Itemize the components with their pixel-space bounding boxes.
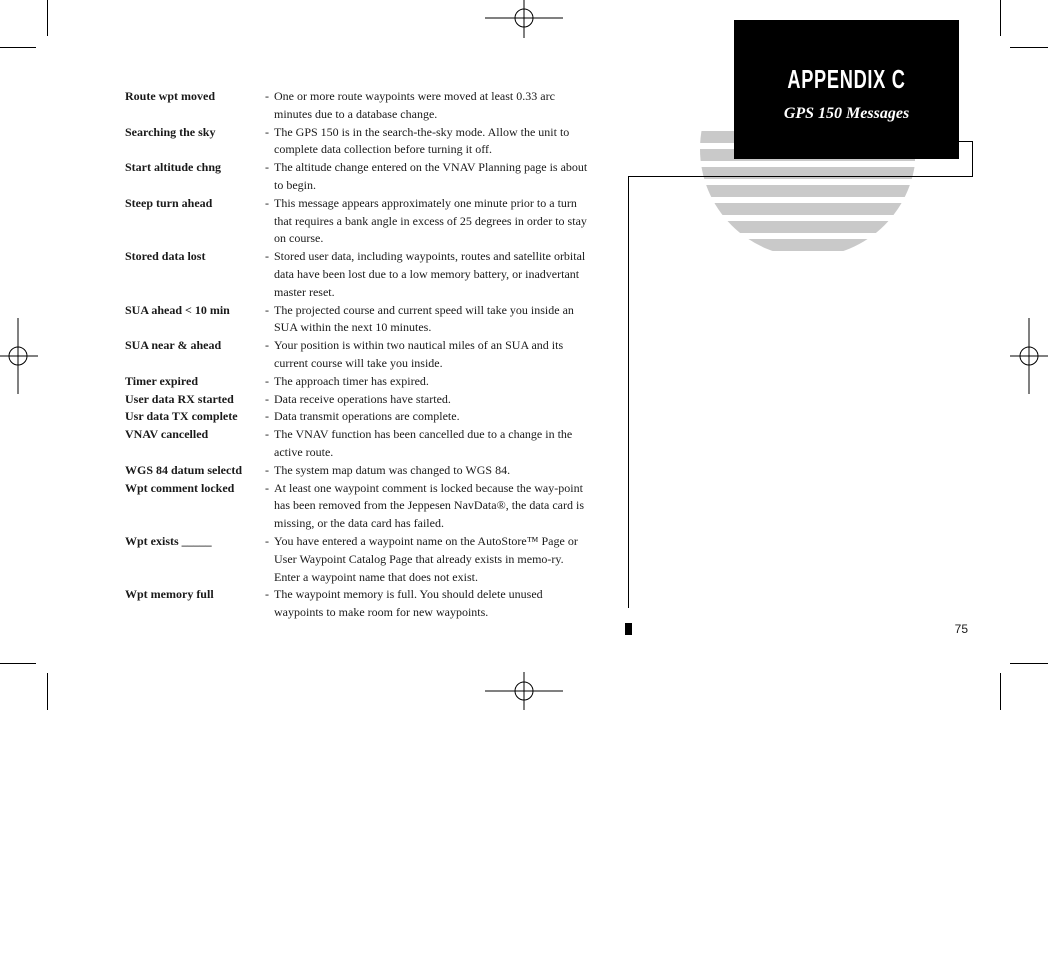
- message-description: The VNAV function has been cancelled due to a change in the active route.: [274, 427, 573, 459]
- frame-line: [972, 141, 973, 177]
- message-description: You have entered a waypoint name on the AutoStore™ Page or User Waypoint Catalog Page that already exists in memo-ry. Enter a waypoint name that does not exist.: [274, 533, 578, 584]
- crop-mark: [0, 47, 36, 48]
- message-description: At least one waypoint comment is locked because the way-point has been removed from the Jeppesen NavData®, the data card is missing, or the data card has failed.: [274, 480, 584, 531]
- message-description: Data receive operations have started.: [274, 391, 451, 406]
- dash: -: [265, 427, 269, 442]
- dash: -: [265, 160, 269, 175]
- message-term: SUA ahead < 10 min: [125, 302, 230, 317]
- registration-mark-right: [1010, 318, 1048, 394]
- list-item: [125, 337, 595, 373]
- message-description: This message appears approximately one minute prior to a turn that requires a bank angle in excess of 25 degrees in order to stay on course.: [274, 195, 587, 246]
- appendix-header: [734, 20, 959, 159]
- list-item: [125, 391, 595, 409]
- list-item: [125, 195, 595, 248]
- dash: -: [265, 124, 269, 139]
- message-description: The waypoint memory is full. You should delete unused waypoints to make room for new waypoints.: [274, 587, 543, 620]
- message-description: The projected course and current speed will take you inside an SUA within the next 10 minutes.: [274, 302, 574, 335]
- frame-line: [959, 141, 973, 142]
- message-term: WGS 84 datum selectd: [125, 462, 242, 477]
- message-term: Stored data lost: [125, 249, 206, 264]
- message-description: Stored user data, including waypoints, routes and satellite orbital data have been lost due to a low memory battery, or inadvertant master reset.: [274, 249, 586, 299]
- appendix-subtitle: GPS 150 Messages: [783, 105, 910, 122]
- frame-line: [628, 176, 973, 177]
- list-item: [125, 408, 595, 426]
- page-number: 75: [954, 622, 968, 636]
- crop-mark: [1000, 0, 1001, 36]
- message-term: Steep turn ahead: [125, 195, 213, 210]
- crop-mark: [47, 0, 48, 36]
- list-item: [125, 586, 595, 622]
- dash: -: [265, 587, 269, 602]
- dash: -: [265, 195, 269, 210]
- crop-mark: [47, 673, 48, 710]
- registration-mark-left: [0, 318, 38, 394]
- message-term: SUA near & ahead: [125, 338, 222, 353]
- dash: -: [265, 373, 269, 388]
- message-term: Usr data TX complete: [125, 409, 238, 424]
- crop-mark: [1000, 673, 1001, 710]
- crop-mark: [0, 663, 36, 664]
- dash: -: [265, 302, 269, 317]
- crop-mark: [1010, 663, 1048, 664]
- dash: -: [265, 533, 269, 548]
- message-description: The approach timer has expired.: [274, 373, 429, 388]
- message-term: Route wpt moved: [125, 89, 215, 103]
- list-item: [125, 248, 595, 301]
- dash: -: [265, 480, 269, 495]
- message-term: Wpt exists _____: [125, 533, 212, 548]
- list-item: [125, 533, 595, 586]
- list-item: [125, 124, 595, 160]
- message-term: Wpt comment locked: [125, 480, 235, 495]
- dash: -: [265, 89, 269, 103]
- message-term: Wpt memory full: [125, 587, 214, 602]
- dash: -: [265, 249, 269, 264]
- dash: -: [265, 409, 269, 424]
- registration-mark-top: [485, 0, 563, 40]
- registration-mark-bottom: [485, 672, 563, 712]
- dash: -: [265, 338, 269, 353]
- page-marker: [625, 623, 632, 635]
- dash: -: [265, 462, 269, 477]
- list-item: [125, 462, 595, 480]
- message-term: VNAV cancelled: [125, 427, 209, 442]
- list-item: [125, 302, 595, 338]
- appendix-title: APPENDIX C: [787, 64, 906, 94]
- message-term: User data RX started: [125, 391, 234, 406]
- crop-mark: [1010, 47, 1048, 48]
- message-list: [125, 88, 595, 622]
- message-term: Start altitude chng: [125, 160, 221, 175]
- list-item: [125, 426, 595, 462]
- message-description: The system map datum was changed to WGS 84.: [274, 462, 511, 477]
- frame-line: [628, 176, 629, 608]
- message-description: Data transmit operations are complete.: [274, 409, 460, 424]
- message-description: One or more route waypoints were moved at least 0.33 arc minutes due to a database change.: [274, 89, 555, 121]
- list-item: [125, 88, 595, 124]
- message-description: Your position is within two nautical miles of an SUA and its current course will take you inside.: [274, 338, 564, 370]
- message-term: Searching the sky: [125, 124, 216, 139]
- message-description: The altitude change entered on the VNAV Planning page is about to begin.: [274, 160, 588, 192]
- message-term: Timer expired: [125, 373, 198, 388]
- list-item: [125, 480, 595, 533]
- list-item: [125, 159, 595, 195]
- dash: -: [265, 391, 269, 406]
- list-item: [125, 373, 595, 391]
- message-description: The GPS 150 is in the search-the-sky mode. Allow the unit to complete data collection before turning it off.: [274, 124, 570, 157]
